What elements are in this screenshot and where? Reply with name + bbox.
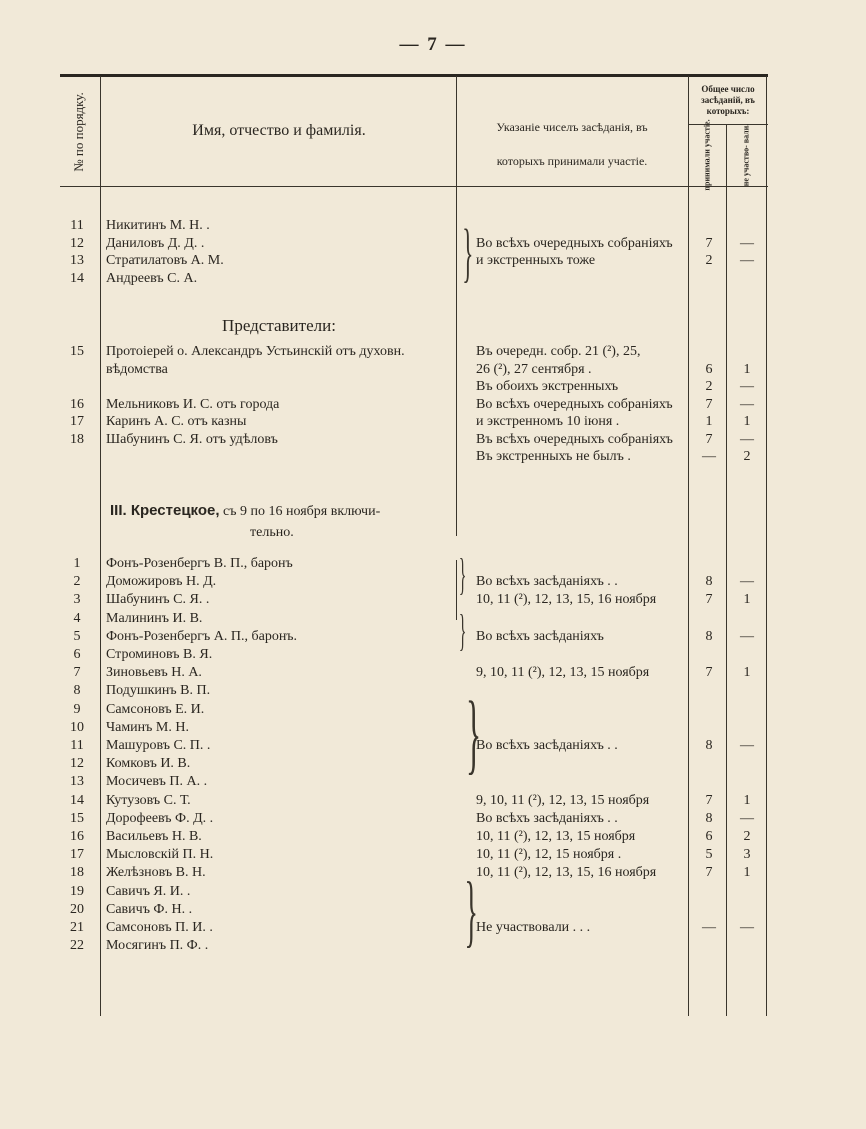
row-not-part: —	[740, 253, 754, 268]
header-dates-line1: Указаніе чиселъ засѣданія, въ	[496, 120, 648, 134]
header-number-col	[64, 80, 94, 184]
row-number: 10	[70, 719, 84, 735]
row-dates: Во всѣхъ засѣданіяхъ . .	[476, 574, 618, 590]
row-took-part: 2	[705, 253, 713, 268]
table-row	[60, 811, 768, 830]
header-number-label: № по порядку.	[71, 92, 86, 172]
row-took-part: —	[702, 449, 716, 464]
row-number: 17	[70, 414, 84, 429]
row-number: 18	[70, 431, 84, 447]
table-row	[60, 271, 768, 290]
row-dates: Не участвовали . . .	[476, 920, 591, 935]
table-row	[60, 449, 768, 468]
row-name: Кутузовъ С. Т.	[106, 792, 191, 808]
row-dates: Во всѣхъ очередныхъ собраніяхъ	[476, 235, 673, 251]
table-row	[60, 720, 768, 739]
row-number: 12	[70, 756, 84, 772]
row-name: Фонъ-Розенбергъ А. П., баронъ.	[106, 628, 298, 644]
row-name: Мысловскій П. Н.	[106, 847, 214, 863]
row-not-part: 2	[743, 829, 751, 844]
brace-group1: }	[462, 216, 474, 289]
row-took-part: 2	[705, 379, 713, 394]
row-not-part: 1	[743, 592, 751, 608]
row-number: 8	[73, 683, 81, 699]
row-number: 16	[70, 829, 84, 844]
row-not-part: 1	[743, 361, 751, 377]
table-row	[60, 847, 768, 866]
row-not-part: —	[740, 235, 754, 251]
row-name: Чаминъ М. Н.	[106, 719, 189, 735]
row-name: Самсоновъ Е. И.	[106, 701, 205, 717]
table-row	[60, 702, 768, 721]
row-number: 2	[73, 574, 81, 590]
row-name: Мельниковъ И. С. отъ города	[106, 396, 280, 412]
row-dates: 10, 11 (²), 12, 13, 15, 16 ноября	[476, 865, 657, 881]
table-row	[60, 884, 768, 903]
row-not-part: —	[740, 574, 754, 590]
table-row	[60, 920, 768, 939]
row-not-part: —	[740, 396, 754, 412]
table-row	[60, 592, 768, 611]
row-name: Никитинъ М. Н. .	[106, 218, 210, 233]
row-number: 12	[70, 235, 84, 251]
table-row	[60, 253, 768, 272]
row-name: Комковъ И. В.	[106, 756, 191, 772]
header-total	[690, 84, 766, 117]
row-number: 16	[70, 396, 84, 412]
row-number: 15	[70, 344, 84, 359]
table-row	[60, 647, 768, 666]
row-number: 14	[70, 792, 84, 808]
header-total-line3: которыхъ:	[706, 106, 750, 116]
header-total-line2: засѣданій, въ	[701, 95, 755, 105]
row-took-part: 7	[705, 235, 713, 251]
row-name: Машуровъ С. П. .	[106, 738, 211, 753]
table-row	[60, 738, 768, 757]
table-row	[60, 865, 768, 884]
row-took-part: 8	[705, 810, 713, 826]
row-dates: 9, 10, 11 (²), 12, 13, 15 ноября	[476, 665, 650, 681]
row-number: 13	[70, 253, 84, 268]
row-dates: и экстренномъ 10 іюня .	[476, 414, 620, 429]
table-row	[60, 432, 768, 451]
row-dates: Во всѣхъ очередныхъ собраніяхъ	[476, 396, 673, 412]
row-number: 18	[70, 865, 84, 881]
row-name: Фонъ-Розенбергъ В. П., баронъ	[106, 556, 293, 571]
section-3-dates: съ 9 по 16 ноября включи-	[223, 504, 381, 519]
row-took-part: 6	[705, 829, 713, 844]
row-name: Шабунинъ С. Я. отъ удѣловъ	[106, 431, 278, 447]
row-dates: Въ очередн. собр. 21 (²), 25,	[476, 344, 641, 359]
row-dates: Въ экстренныхъ не былъ .	[476, 449, 631, 464]
table-row	[60, 344, 768, 363]
row-name: Даниловъ Д. Д. .	[106, 235, 205, 251]
row-took-part: 7	[705, 792, 713, 808]
row-dates: Во всѣхъ засѣданіяхъ	[476, 628, 604, 644]
table-row	[60, 397, 768, 416]
row-name: Васильевъ Н. В.	[106, 829, 202, 844]
row-took-part: 6	[705, 361, 713, 377]
section-3-line2: тельно.	[250, 525, 294, 540]
row-took-part: 7	[705, 665, 713, 681]
row-number: 9	[73, 701, 81, 717]
page-number: — 7 —	[399, 34, 467, 55]
row-number: 17	[70, 847, 84, 863]
row-not-part: —	[740, 920, 754, 935]
header-dates-col	[458, 110, 686, 178]
table-row	[60, 556, 768, 575]
row-took-part: 7	[705, 396, 713, 412]
header-bottom-rule	[60, 186, 768, 187]
row-name: Мосягинъ П. Ф. .	[106, 938, 209, 954]
row-number: 5	[73, 628, 81, 644]
row-number: 19	[70, 883, 84, 899]
row-name: вѣдомства	[106, 361, 168, 377]
row-name: Стратилатовъ А. М.	[106, 253, 224, 268]
section-3-name: III. Крестецкое,	[110, 502, 220, 519]
table-row	[60, 683, 768, 702]
row-number: 22	[70, 938, 84, 954]
brace-group3b: }	[458, 606, 467, 655]
row-number: 3	[73, 592, 81, 608]
table-row	[60, 379, 768, 398]
total-header-rule	[688, 124, 768, 125]
row-not-part: —	[740, 810, 754, 826]
row-not-part: 1	[743, 792, 751, 808]
table-row	[60, 774, 768, 793]
row-number: 21	[70, 920, 84, 935]
row-name: Желѣзновъ В. Н.	[106, 865, 206, 881]
row-took-part: 8	[705, 574, 713, 590]
row-name: Мосичевъ П. А. .	[106, 774, 208, 790]
row-number: 11	[70, 218, 84, 233]
row-name: Зиновьевъ Н. А.	[106, 665, 202, 681]
table-row	[60, 611, 768, 630]
row-number: 14	[70, 270, 84, 286]
table-row	[60, 902, 768, 921]
row-name: Шабунинъ С. Я. .	[106, 592, 210, 608]
row-name: Протоіерей о. Александръ Устьинскій отъ духовн.	[106, 344, 405, 359]
row-dates: 10, 11 (²), 12, 15 ноября .	[476, 847, 622, 863]
table-row	[60, 218, 768, 237]
row-name: Малининъ И. В.	[106, 610, 203, 626]
row-not-part: 1	[743, 414, 751, 429]
row-number: 4	[73, 610, 81, 626]
row-name: Строминовъ В. Я.	[106, 647, 213, 662]
row-took-part: 8	[705, 628, 713, 644]
header-dates-line2: которыхъ принимали участіе.	[496, 154, 648, 168]
row-not-part: —	[740, 379, 754, 394]
header-took-part: принимали участіе.	[702, 119, 712, 191]
brace-group3d: }	[464, 867, 478, 955]
row-number: 11	[70, 738, 84, 753]
table-row	[60, 829, 768, 848]
row-dates: 10, 11 (²), 12, 13, 15, 16 ноября	[476, 592, 657, 608]
row-number: 13	[70, 774, 84, 790]
brace-group3a: }	[458, 550, 467, 599]
section-3-title	[110, 500, 455, 543]
row-not-part: 1	[743, 665, 751, 681]
row-not-part: 1	[743, 865, 751, 881]
row-took-part: 8	[705, 738, 713, 753]
row-took-part: 7	[705, 431, 713, 447]
row-number: 6	[73, 647, 81, 662]
row-took-part: 5	[705, 847, 713, 863]
row-not-part: —	[740, 628, 754, 644]
row-took-part: —	[702, 920, 716, 935]
row-name: Самсоновъ П. И. .	[106, 920, 213, 935]
row-number: 15	[70, 810, 84, 826]
header-not-part: не участво- вали.	[741, 123, 751, 187]
row-not-part: —	[740, 431, 754, 447]
table-row	[60, 793, 768, 812]
row-name: Каринъ А. С. отъ казны	[106, 414, 247, 429]
row-took-part: 7	[705, 865, 713, 881]
row-dates: Въ всѣхъ очередныхъ собраніяхъ	[476, 431, 673, 447]
header-name-col: Имя, отчество и фамилія.	[192, 122, 366, 139]
row-dates: 9, 10, 11 (²), 12, 13, 15 ноября	[476, 792, 650, 808]
row-name: Дорофеевъ Ф. Д. .	[106, 810, 214, 826]
table-row	[60, 414, 768, 433]
brace-group3c: }	[466, 684, 482, 783]
table-row	[60, 756, 768, 775]
row-dates: Въ обоихъ экстренныхъ	[476, 379, 619, 394]
row-name: Доможировъ Н. Д.	[106, 574, 217, 590]
row-not-part: 3	[743, 847, 751, 863]
row-dates: 10, 11 (²), 12, 13, 15 ноября	[476, 829, 636, 844]
row-name: Андреевъ С. А.	[106, 270, 198, 286]
table-row	[60, 574, 768, 593]
row-name: Савичъ Я. И. .	[106, 883, 191, 899]
row-dates: 26 (²), 27 сентября .	[476, 361, 592, 377]
table-row	[60, 362, 768, 381]
table-row	[60, 629, 768, 648]
row-not-part: —	[740, 738, 754, 753]
row-number: 1	[73, 556, 81, 571]
table-row	[60, 236, 768, 255]
table-top-rule	[60, 74, 768, 77]
representatives-title: Представители:	[222, 316, 336, 335]
row-number: 7	[73, 665, 81, 681]
row-not-part: 2	[743, 449, 751, 464]
row-took-part: 7	[705, 592, 713, 608]
row-name: Савичъ Ф. Н. .	[106, 901, 193, 917]
row-dates: и экстренныхъ тоже	[476, 253, 596, 268]
row-name: Подушкинъ В. П.	[106, 683, 211, 699]
row-took-part: 1	[705, 414, 713, 429]
table-row	[60, 665, 768, 684]
header-total-line1: Общее число	[701, 84, 755, 94]
table-row	[60, 938, 768, 957]
row-dates: Во всѣхъ засѣданіяхъ . .	[476, 738, 618, 753]
row-number: 20	[70, 901, 84, 917]
row-dates: Во всѣхъ засѣданіяхъ . .	[476, 810, 618, 826]
